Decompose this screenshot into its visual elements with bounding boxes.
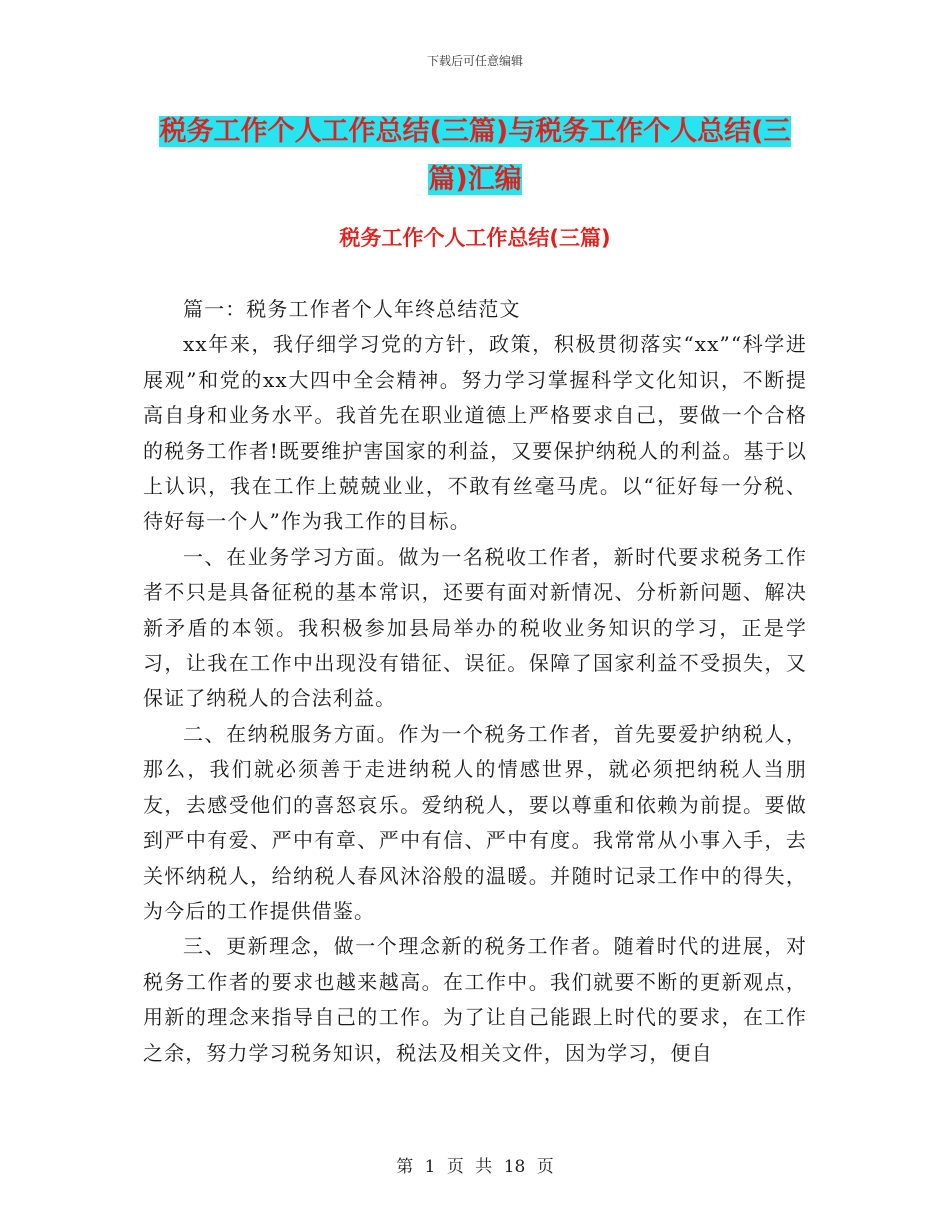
paragraph-subtitle: 篇一：税务工作者个人年终总结范文 <box>183 297 521 321</box>
document-title <box>140 108 810 204</box>
section-title: 税务工作个人工作总结(三篇) <box>339 226 611 250</box>
paragraph: 二、在纳税服务方面。作为一个税务工作者，首先要爱护纳税人，那么，我们就必须善于走进纳税人的情感世界，就必须把纳税人当朋友，去感受他们的喜怒哀乐。爱纳税人，要以尊重和依赖为前提。要做到严中有爱、严中有章、严中有信、严中有度。我常常从小事入手，去关怀纳税人，给纳税人春风沐浴般的温暖。并随时记录工作中的得失，为今后的工作提供借鉴。 <box>143 721 807 923</box>
paragraph: 一、在业务学习方面。做为一名税收工作者，新时代要求税务工作者不只是具备征税的基本常识，还要有面对新情况、分析新问题、解决新矛盾的本领。我积极参加县局举办的税收业务知识的学习，正是学习，让我在工作中出现没有错征、误征。保障了国家利益不受损失，又保证了纳税人的合法利益。 <box>143 544 807 711</box>
document-body <box>143 292 807 1071</box>
page-footer: 第 1 页 共 18 页 <box>396 1157 554 1177</box>
page-header-note: 下载后可任意编辑 <box>426 54 523 68</box>
paragraph: xx年来，我仔细学习党的方针，政策，积极贯彻落实“xx”“科学进展观”和党的xx大四中全会精神。努力学习掌握科学文化知识，不断提高自身和业务水平。我首先在职业道德上严格要求自己，要做一个合格的税务工作者!既要维护害国家的利益，又要保护纳税人的利益。基于以上认识，我在工作上兢兢业业，不敢有丝毫马虎。以“征好每一分税、待好每一个人”作为我工作的目标。 <box>143 332 807 534</box>
document-title-highlight: 税务工作个人工作总结(三篇)与税务工作个人总结(三篇)汇编 <box>159 116 791 195</box>
paragraph: 三、更新理念，做一个理念新的税务工作者。随着时代的进展，对税务工作者的要求也越来越高。在工作中。我们就要不断的更新观点，用新的理念来指导自己的工作。为了让自己能跟上时代的要求，在工作之余，努力学习税务知识，税法及相关文件，因为学习，便自 <box>143 934 807 1065</box>
